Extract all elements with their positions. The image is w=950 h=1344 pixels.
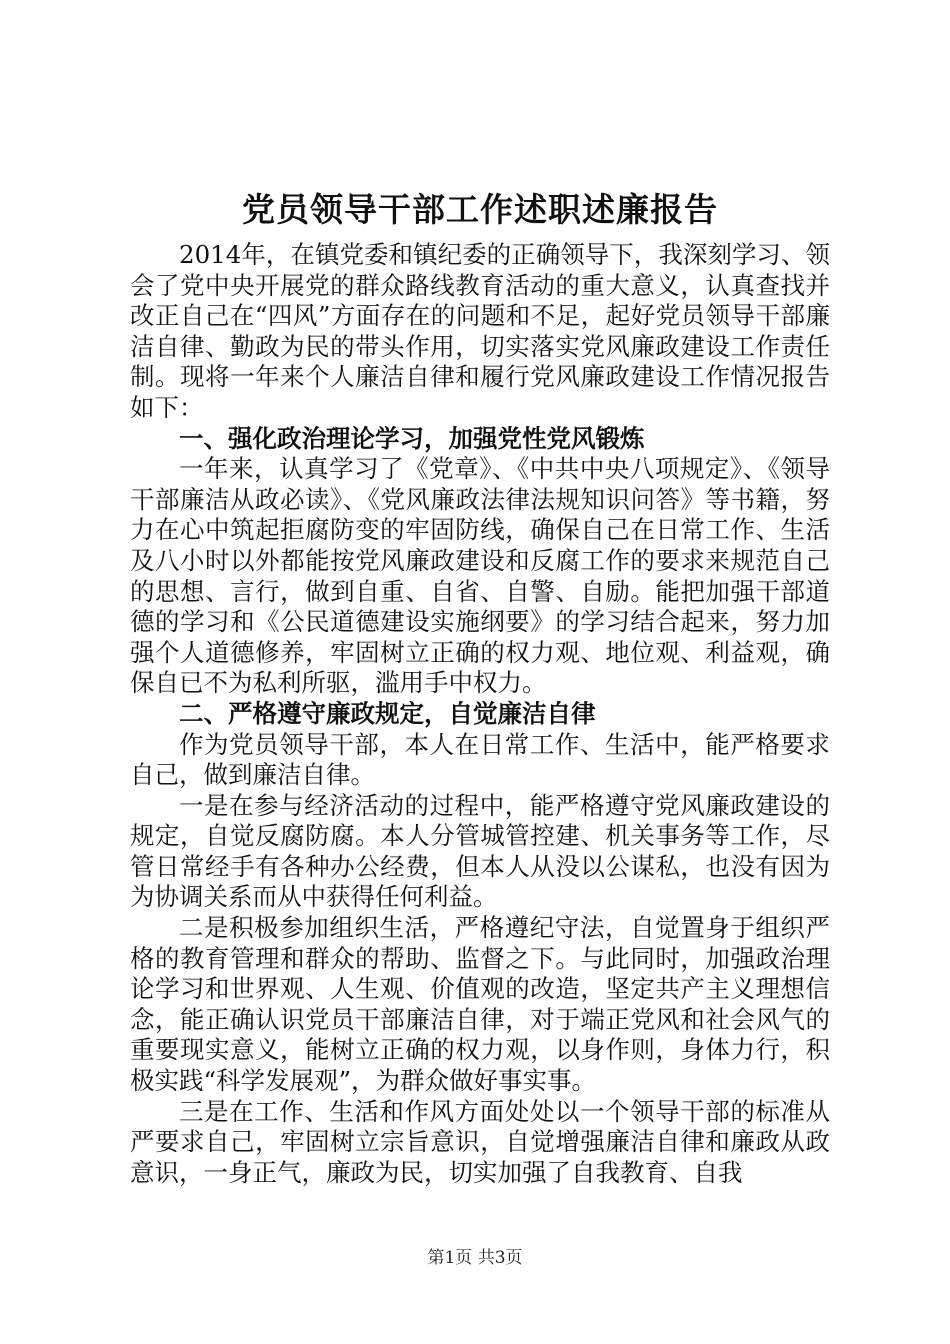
body-paragraph: 三是在工作、生活和作风方面处处以一个领导干部的标准从严要求自己，牢固树立宗旨意识，自觉增强廉洁自律和廉政从政意识，一身正气，廉政为民，切实加强了自我教育、自我 [130, 1096, 830, 1187]
body-paragraph: 2014年，在镇党委和镇纪委的正确领导下，我深刻学习、领会了党中央开展党的群众路线教育活动的重大意义，认真查找并改正自己在“四风”方面存在的问题和不足，起好党员领导干部廉洁自律、勤政为民的带头作用，切实落实党风廉政建设工作责任制。现将一年来个人廉洁自律和履行党风廉政建设工作情况报告如下： [130, 240, 830, 422]
document-body [130, 240, 830, 1188]
section-heading: 一、强化政治理论学习，加强党性党风锻炼 [179, 423, 645, 453]
document-title: 党员领导干部工作述职述廉报告 [242, 190, 718, 229]
document-page [130, 180, 830, 1188]
body-paragraph: 二是积极参加组织生活，严格遵纪守法，自觉置身于组织严格的教育管理和群众的帮助、监督之下。与此同时，加强政治理论学习和世界观、人生观、价值观的改造，坚定共产主义理想信念，能正确认识党员干部廉洁自律，对于端正党风和社会风气的重要现实意义，能树立正确的权力观，以身作则，身体力行，积极实践“科学发展观”，为群众做好事实事。 [130, 913, 830, 1096]
body-paragraph: 作为党员领导干部，本人在日常工作、生活中，能严格要求自己，做到廉洁自律。 [130, 729, 830, 790]
body-paragraph: 一年来，认真学习了《党章》、《中共中央八项规定》、《领导干部廉洁从政必读》、《党风廉政法律法规知识问答》等书籍，努力在心中筑起拒腐防变的牢固防线，确保自己在日常工作、生活及八小时以外都能按党风廉政建设和反腐工作的要求来规范自己的思想、言行，做到自重、自省、自警、自励。能把加强干部道德的学习和《公民道德建设实施纲要》的学习结合起来，努力加强个人道德修养，牢固树立正确的权力观、地位观、利益观，确保自已不为私利所驱，滥用手中权力。 [130, 454, 830, 698]
page-footer: 第1页 共3页 [427, 1248, 523, 1268]
body-paragraph: 一是在参与经济活动的过程中，能严格遵守党风廉政建设的规定，自觉反腐防腐。本人分管城管控建、机关事务等工作，尽管日常经手有各种办公经费，但本人从没以公谋私，也没有因为为协调关系而从中获得任何利益。 [130, 790, 830, 912]
section-heading: 二、严格遵守廉政规定，自觉廉洁自律 [179, 698, 596, 728]
